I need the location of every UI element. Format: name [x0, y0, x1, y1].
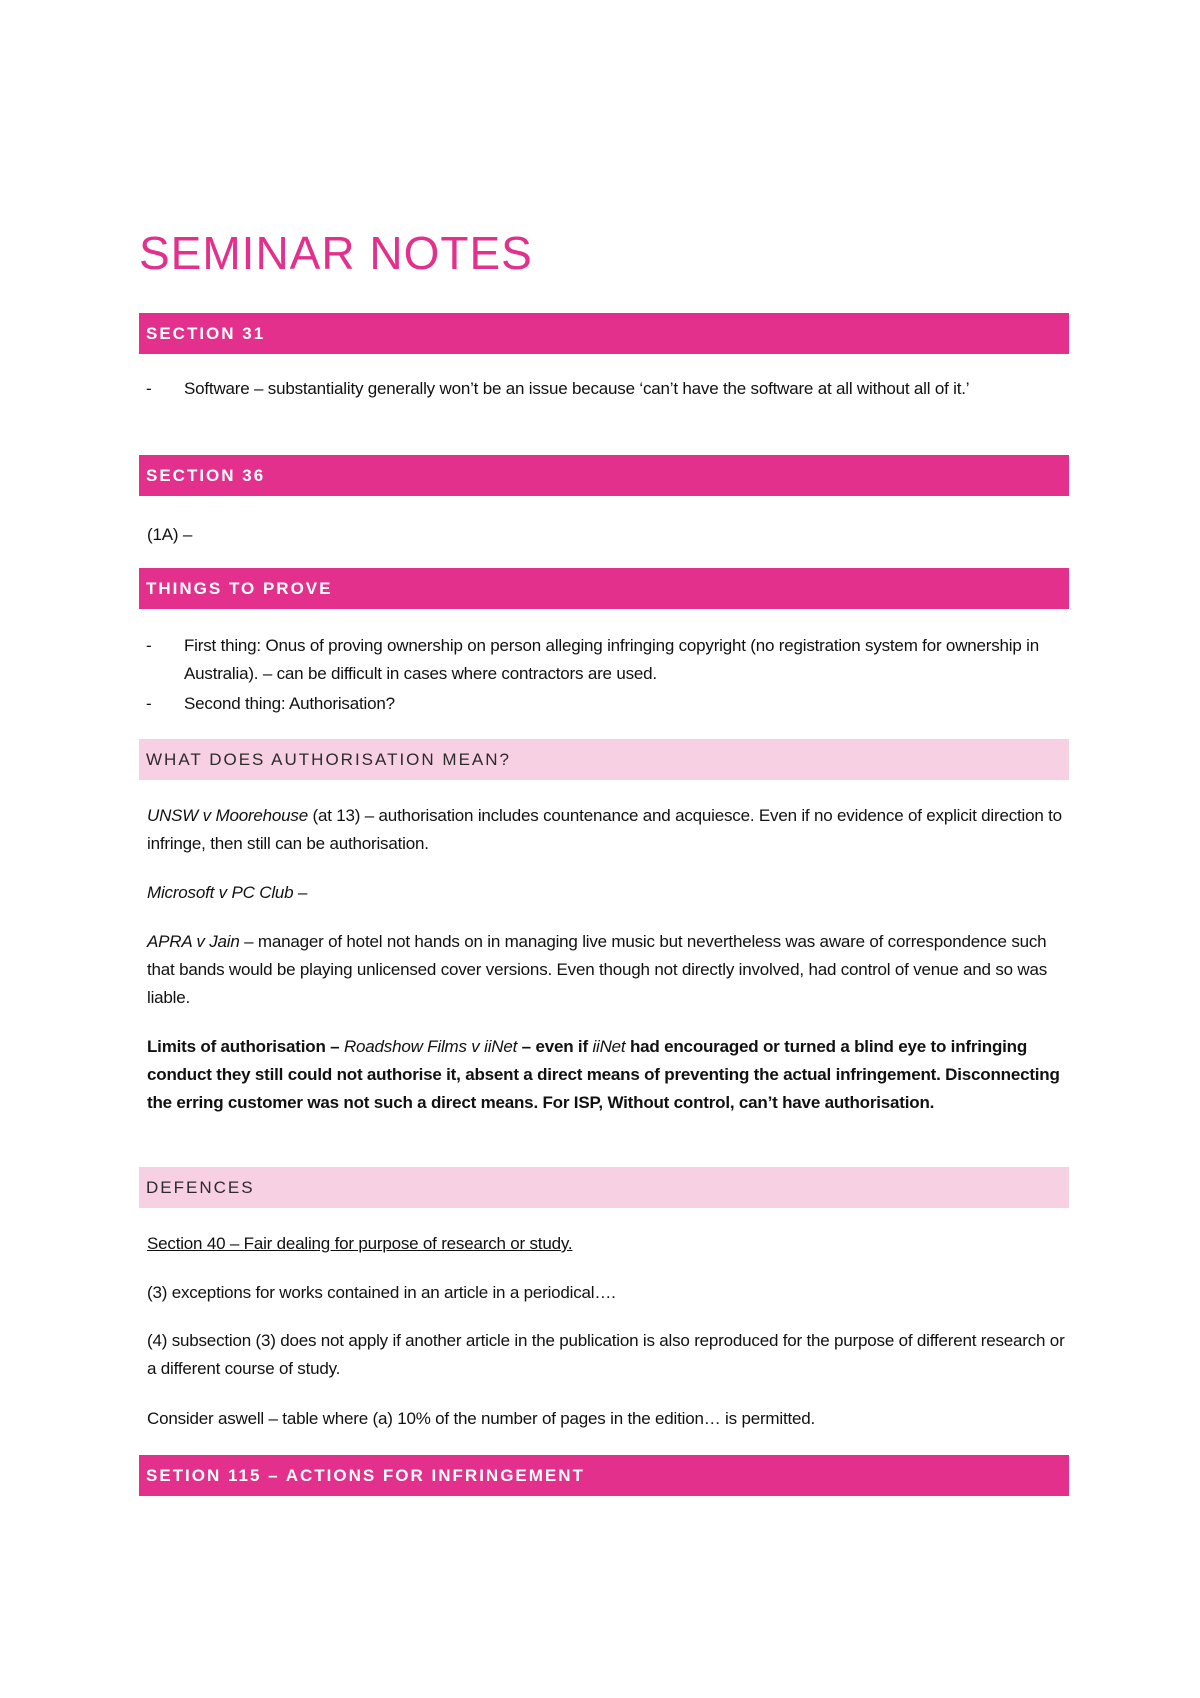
authorisation-para-3-text: – manager of hotel not hands on in managing live music but nevertheless was aware of correspondence such that bands would be playing unlicensed cover versions. Even though not directly involved, had control of venue and so was liable. [147, 932, 1048, 1007]
defences-section-40: Section 40 – Fair dealing for purpose of research or study. [147, 1234, 573, 1253]
prove-bullet-2 [146, 690, 1069, 718]
defences-heading: DEFENCES [139, 1167, 1069, 1208]
section-31-heading: SECTION 31 [139, 313, 1069, 354]
defences-consider: Consider aswell – table where (a) 10% of the number of pages in the edition… is permitted. [147, 1409, 816, 1428]
authorisation-para-4 [147, 1033, 1067, 1117]
authorisation-para-1-text: (at 13) – authorisation includes countenance and acquiesce. Even if no evidence of explicit direction to infringe, then still can be authorisation. [147, 806, 1062, 853]
authorisation-para-2 [147, 879, 1067, 907]
authorisation-heading: WHAT DOES AUTHORISATION MEAN? [139, 739, 1069, 780]
para-lead: Limits of authorisation [147, 1037, 326, 1056]
case-name: Microsoft v PC Club [147, 883, 294, 902]
prove-bullet-1-text: First thing: Onus of proving ownership on person alleging infringing copyright (no registration system for ownership in Australia). – can be difficult in cases where contractors are used. [184, 636, 1039, 683]
authorisation-para-2-text: – [293, 883, 308, 902]
case-name: UNSW v Moorehouse [147, 806, 308, 825]
authorisation-para-3 [147, 928, 1067, 1012]
defences-para-3: (3) exceptions for works contained in an article in a periodical…. [147, 1283, 616, 1302]
prove-bullet-2-text: Second thing: Authorisation? [184, 694, 395, 713]
bullet-dash: - [146, 694, 152, 713]
prove-bullet-1 [146, 632, 1069, 688]
bullet-dash: - [146, 636, 152, 655]
things-to-prove-heading: THINGS TO PROVE [139, 568, 1069, 609]
bullet-dash: - [146, 379, 152, 398]
authorisation-para-1 [147, 802, 1067, 858]
authorisation-para-4-text: had encouraged or turned a blind eye to infringing conduct they still could not authorise it, absent a direct means of preventing the actual infringement. Disconnecting the erring customer was not such a direct means. For ISP, Without control, can’t have authorisation. [147, 1037, 1060, 1112]
section-115-heading: SETION 115 – ACTIONS FOR INFRINGEMENT [139, 1455, 1069, 1496]
section-36-text: (1A) – [147, 525, 193, 544]
para-mid: – even if [517, 1037, 593, 1056]
case-name: APRA v Jain [147, 932, 240, 951]
para-dash: – [325, 1037, 344, 1056]
defences-para-4: (4) subsection (3) does not apply if another article in the publication is also reproduced for the purpose of different research or a different course of study. [147, 1331, 1065, 1378]
section-31-bullet-text: Software – substantiality generally won’t be an issue because ‘can’t have the software at all without all of it.’ [184, 379, 970, 398]
case-name: Roadshow Films v iiNet [343, 1037, 518, 1056]
page-title: SEMINAR NOTES [139, 227, 533, 279]
section-31-bullet [146, 375, 1069, 403]
section-36-heading: SECTION 36 [139, 455, 1069, 496]
case-name-short: iiNet [592, 1037, 626, 1056]
